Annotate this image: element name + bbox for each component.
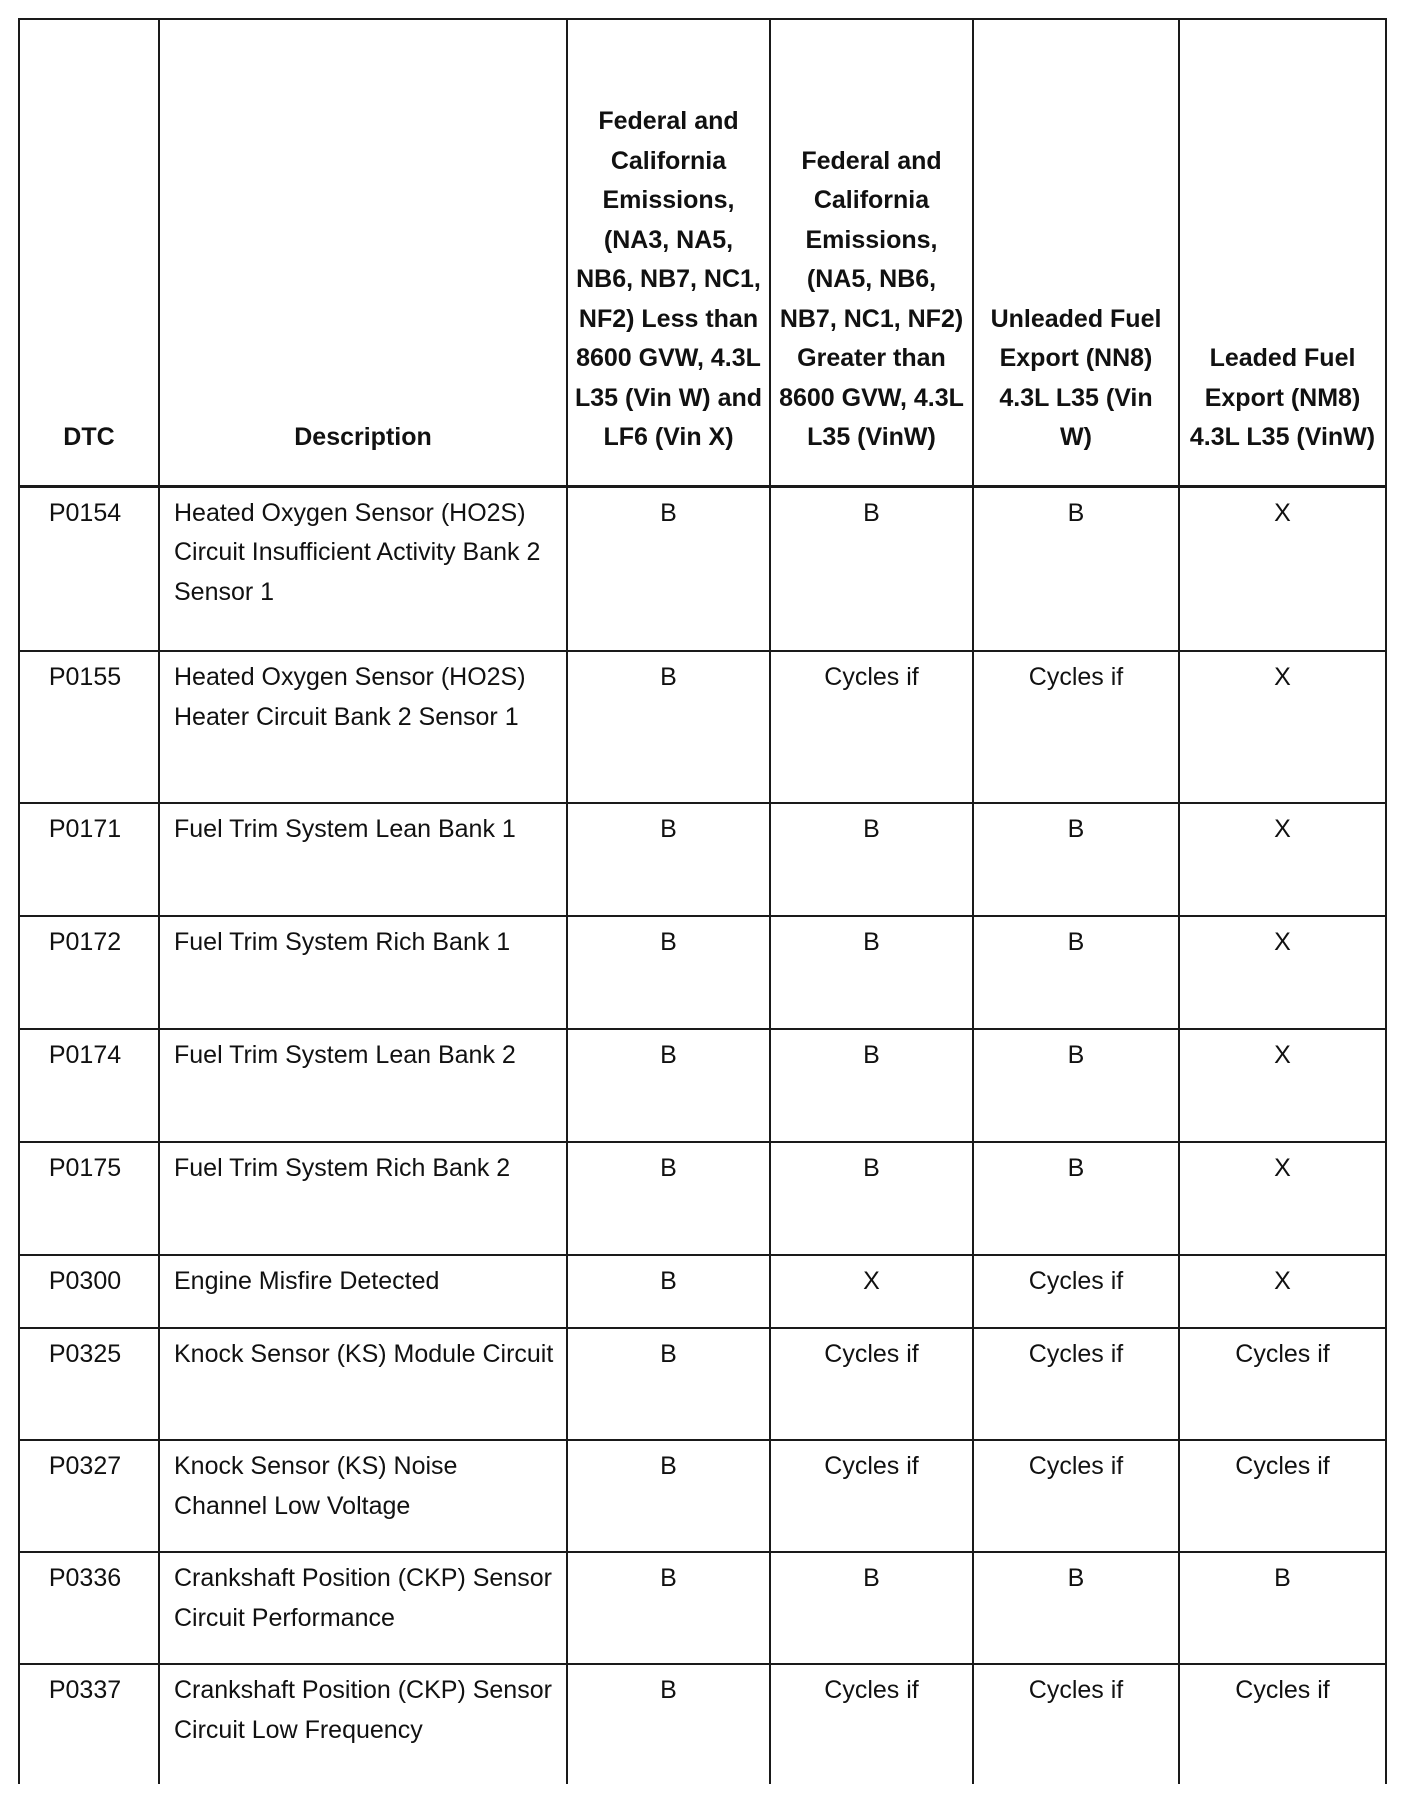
value-fed-ca-over-8600: B	[770, 916, 973, 1029]
dtc-code: P0300	[19, 1255, 159, 1328]
dtc-table	[18, 18, 1387, 1784]
table-row	[19, 1440, 1386, 1552]
dtc-description: Fuel Trim System Rich Bank 1	[159, 916, 567, 1029]
value-fed-ca-under-8600: B	[567, 1440, 770, 1552]
dtc-code: P0174	[19, 1029, 159, 1142]
value-fed-ca-over-8600: B	[770, 1029, 973, 1142]
value-unleaded-export: Cycles if	[973, 651, 1179, 803]
header-unleaded-export: Unleaded Fuel Export (NN8) 4.3L L35 (Vin W)	[973, 19, 1179, 486]
value-fed-ca-under-8600: B	[567, 1328, 770, 1440]
table-row	[19, 1552, 1386, 1664]
value-unleaded-export: Cycles if	[973, 1440, 1179, 1552]
table-row	[19, 1142, 1386, 1255]
value-leaded-export: X	[1179, 1142, 1386, 1255]
table-row	[19, 1664, 1386, 1784]
value-unleaded-export: B	[973, 486, 1179, 651]
value-fed-ca-over-8600: B	[770, 803, 973, 916]
dtc-description: Knock Sensor (KS) Noise Channel Low Voltage	[159, 1440, 567, 1552]
value-unleaded-export: B	[973, 1029, 1179, 1142]
value-leaded-export: X	[1179, 651, 1386, 803]
value-unleaded-export: B	[973, 1142, 1179, 1255]
value-fed-ca-under-8600: B	[567, 1552, 770, 1664]
dtc-description: Heated Oxygen Sensor (HO2S) Circuit Insufficient Activity Bank 2 Sensor 1	[159, 486, 567, 651]
value-fed-ca-over-8600: Cycles if	[770, 651, 973, 803]
value-fed-ca-over-8600: Cycles if	[770, 1328, 973, 1440]
dtc-description: Engine Misfire Detected	[159, 1255, 567, 1328]
dtc-description: Fuel Trim System Lean Bank 1	[159, 803, 567, 916]
value-fed-ca-over-8600: Cycles if	[770, 1440, 973, 1552]
value-fed-ca-under-8600: B	[567, 486, 770, 651]
table-row	[19, 1029, 1386, 1142]
value-fed-ca-over-8600: B	[770, 1142, 973, 1255]
value-fed-ca-under-8600: B	[567, 916, 770, 1029]
table-header-row	[19, 19, 1386, 486]
dtc-code: P0175	[19, 1142, 159, 1255]
dtc-description: Fuel Trim System Rich Bank 2	[159, 1142, 567, 1255]
dtc-code: P0172	[19, 916, 159, 1029]
table-row	[19, 1328, 1386, 1440]
value-unleaded-export: Cycles if	[973, 1328, 1179, 1440]
value-fed-ca-under-8600: B	[567, 1142, 770, 1255]
dtc-description: Crankshaft Position (CKP) Sensor Circuit Performance	[159, 1552, 567, 1664]
header-leaded-export: Leaded Fuel Export (NM8) 4.3L L35 (VinW)	[1179, 19, 1386, 486]
table-row	[19, 916, 1386, 1029]
dtc-code: P0154	[19, 486, 159, 651]
value-leaded-export: Cycles if	[1179, 1328, 1386, 1440]
dtc-code: P0336	[19, 1552, 159, 1664]
table-row	[19, 486, 1386, 651]
dtc-description: Crankshaft Position (CKP) Sensor Circuit Low Frequency	[159, 1664, 567, 1784]
value-leaded-export: X	[1179, 1029, 1386, 1142]
dtc-description: Heated Oxygen Sensor (HO2S) Heater Circuit Bank 2 Sensor 1	[159, 651, 567, 803]
dtc-description: Knock Sensor (KS) Module Circuit	[159, 1328, 567, 1440]
value-leaded-export: X	[1179, 803, 1386, 916]
value-unleaded-export: Cycles if	[973, 1664, 1179, 1784]
value-leaded-export: X	[1179, 1255, 1386, 1328]
header-fed-ca-under-8600: Federal and California Emissions, (NA3, NA5, NB6, NB7, NC1, NF2) Less than 8600 GVW, 4.3L L35 (Vin W) and LF6 (Vin X)	[567, 19, 770, 486]
dtc-code: P0325	[19, 1328, 159, 1440]
value-fed-ca-over-8600: X	[770, 1255, 973, 1328]
header-dtc: DTC	[19, 19, 159, 486]
dtc-code: P0327	[19, 1440, 159, 1552]
value-leaded-export: B	[1179, 1552, 1386, 1664]
value-fed-ca-over-8600: B	[770, 1552, 973, 1664]
value-fed-ca-under-8600: B	[567, 1255, 770, 1328]
value-fed-ca-under-8600: B	[567, 1029, 770, 1142]
header-fed-ca-over-8600: Federal and California Emissions, (NA5, NB6, NB7, NC1, NF2) Greater than 8600 GVW, 4.3L L35 (VinW)	[770, 19, 973, 486]
dtc-description: Fuel Trim System Lean Bank 2	[159, 1029, 567, 1142]
value-leaded-export: Cycles if	[1179, 1440, 1386, 1552]
value-unleaded-export: B	[973, 803, 1179, 916]
dtc-code: P0337	[19, 1664, 159, 1784]
table-row	[19, 803, 1386, 916]
value-fed-ca-under-8600: B	[567, 803, 770, 916]
value-unleaded-export: B	[973, 1552, 1179, 1664]
value-fed-ca-over-8600: Cycles if	[770, 1664, 973, 1784]
value-fed-ca-over-8600: B	[770, 486, 973, 651]
table-row	[19, 1255, 1386, 1328]
value-unleaded-export: Cycles if	[973, 1255, 1179, 1328]
value-leaded-export: X	[1179, 486, 1386, 651]
dtc-code: P0155	[19, 651, 159, 803]
value-unleaded-export: B	[973, 916, 1179, 1029]
value-fed-ca-under-8600: B	[567, 1664, 770, 1784]
dtc-code: P0171	[19, 803, 159, 916]
table-row	[19, 651, 1386, 803]
header-description: Description	[159, 19, 567, 486]
value-leaded-export: X	[1179, 916, 1386, 1029]
value-leaded-export: Cycles if	[1179, 1664, 1386, 1784]
value-fed-ca-under-8600: B	[567, 651, 770, 803]
